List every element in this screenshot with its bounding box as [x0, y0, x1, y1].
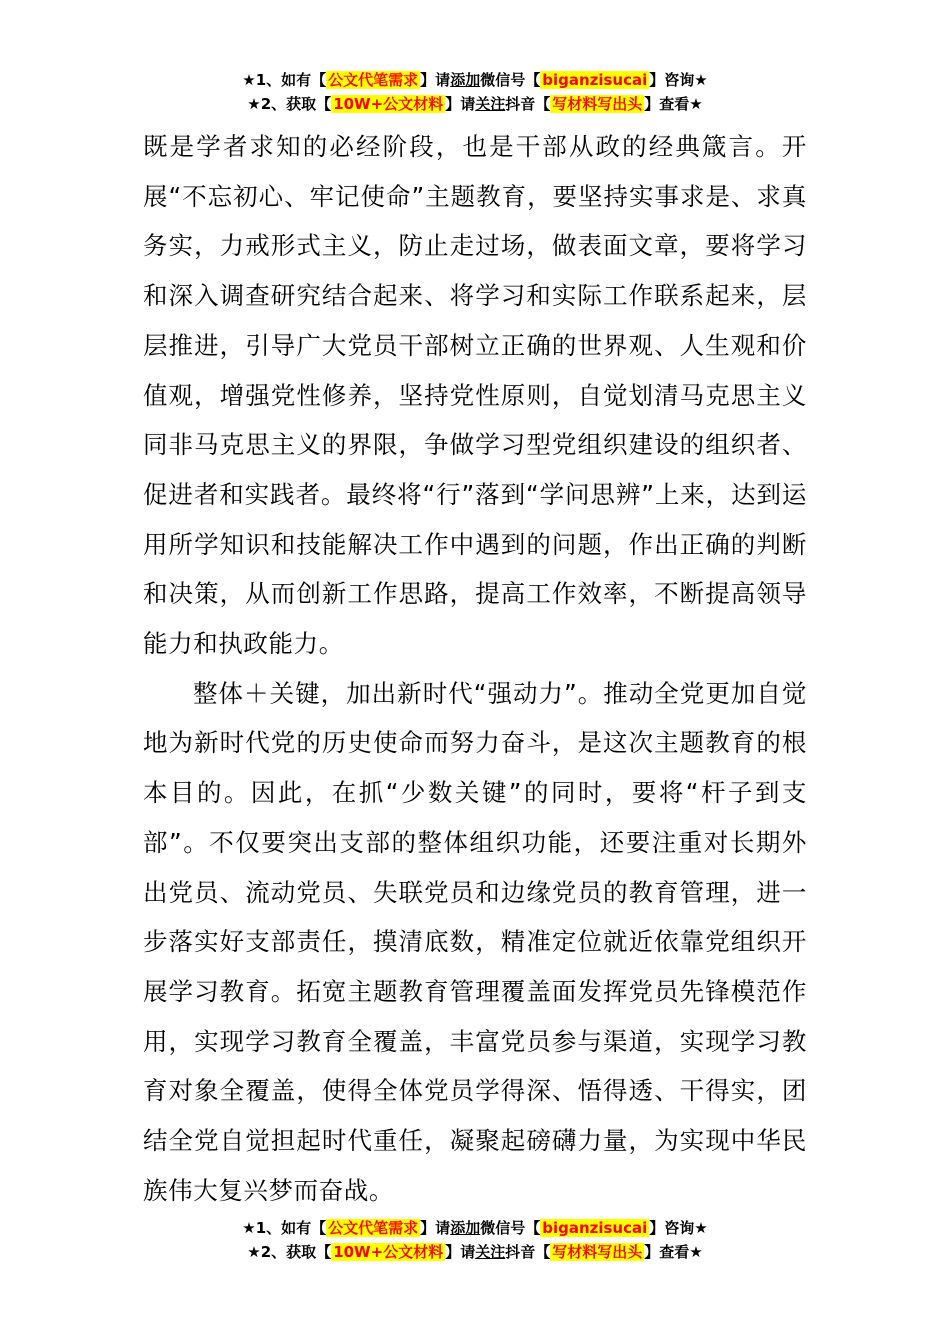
promo-line-2 [0, 1240, 950, 1264]
promo-underlined-text: 添加 [450, 1219, 481, 1237]
promo-text: 】查看★ [644, 1243, 703, 1261]
promo-text: 】咨询★ [649, 1219, 708, 1237]
promo-highlight: 写材料写出头 [552, 95, 643, 113]
promo-highlight: 公文代笔需求 [328, 71, 419, 89]
promo-text: 】咨询★ [649, 71, 708, 89]
promo-text: 抖音【 [505, 95, 551, 113]
promo-underlined-text: 关注 [475, 1243, 506, 1261]
promo-text: ★2、获取【 [247, 95, 332, 113]
promo-text: 】请 [420, 1219, 451, 1237]
promo-highlight: 写材料写出头 [552, 1243, 643, 1261]
promo-line-1 [0, 68, 950, 92]
promo-text: 抖音【 [505, 1243, 551, 1261]
promo-highlight: biganzisucai [542, 1219, 648, 1237]
promo-text: 微信号【 [480, 1219, 541, 1237]
promo-line-1 [0, 1216, 950, 1240]
promo-text: 】请 [445, 95, 476, 113]
promo-text: 微信号【 [480, 71, 541, 89]
promo-highlight: biganzisucai [542, 71, 648, 89]
paragraph: 整体＋关键，加出新时代“强动力”。推动全党更加自觉地为新时代党的历史使命而努力奋斗，是这次主题教育的根本目的。因此，在抓“少数关键”的同时，要将“杆子到支部”。不仅要突出支部的整体组织功能，还要注重对长期外出党员、流动党员、失联党员和边缘党员的教育管理，进一步落实好支部责任，摸清底数，精准定位就近依靠党组织开展学习教育。拓宽主题教育管理覆盖面发挥党员先锋模范作用，实现学习教育全覆盖，丰富党员参与渠道，实现学习教育对象全覆盖，使得全体党员学得深、悟得透、干得实，团结全党自觉担起时代重任，凝聚起磅礴力量，为实现中华民族伟大复兴梦而奋战。 [143, 678, 807, 1205]
promo-text: 】查看★ [644, 95, 703, 113]
document-body [143, 122, 807, 1215]
footer-promo-banner [0, 1216, 950, 1264]
paragraph: 既是学者求知的必经阶段，也是干部从政的经典箴言。开展“不忘初心、牢记使命”主题教育，要坚持实事求是、求真务实，力戒形式主义，防止走过场，做表面文章，要将学习和深入调查研究结合起来、将学习和实际工作联系起来，层层推进，引导广大党员干部树立正确的世界观、人生观和价值观，增强党性修养，坚持党性原则，自觉划清马克思主义同非马克思主义的界限，争做学习型党组织建设的组织者、促进者和实践者。最终将“行”落到“学问思辨”上来，达到运用所学知识和技能解决工作中遇到的问题，作出正确的判断和决策，从而创新工作思路，提高工作效率，不断提高领导能力和执政能力。 [143, 132, 807, 659]
promo-text: ★1、如有【 [242, 71, 327, 89]
promo-line-2 [0, 92, 950, 116]
promo-highlight: 公文代笔需求 [328, 1219, 419, 1237]
promo-underlined-text: 关注 [475, 95, 506, 113]
promo-highlight: 10W+公文材料 [333, 95, 444, 113]
promo-text: 】请 [420, 71, 451, 89]
promo-highlight: 10W+公文材料 [333, 1243, 444, 1261]
promo-text: ★1、如有【 [242, 1219, 327, 1237]
header-promo-banner [0, 68, 950, 116]
promo-text: 】请 [445, 1243, 476, 1261]
promo-underlined-text: 添加 [450, 71, 481, 89]
promo-text: ★2、获取【 [247, 1243, 332, 1261]
